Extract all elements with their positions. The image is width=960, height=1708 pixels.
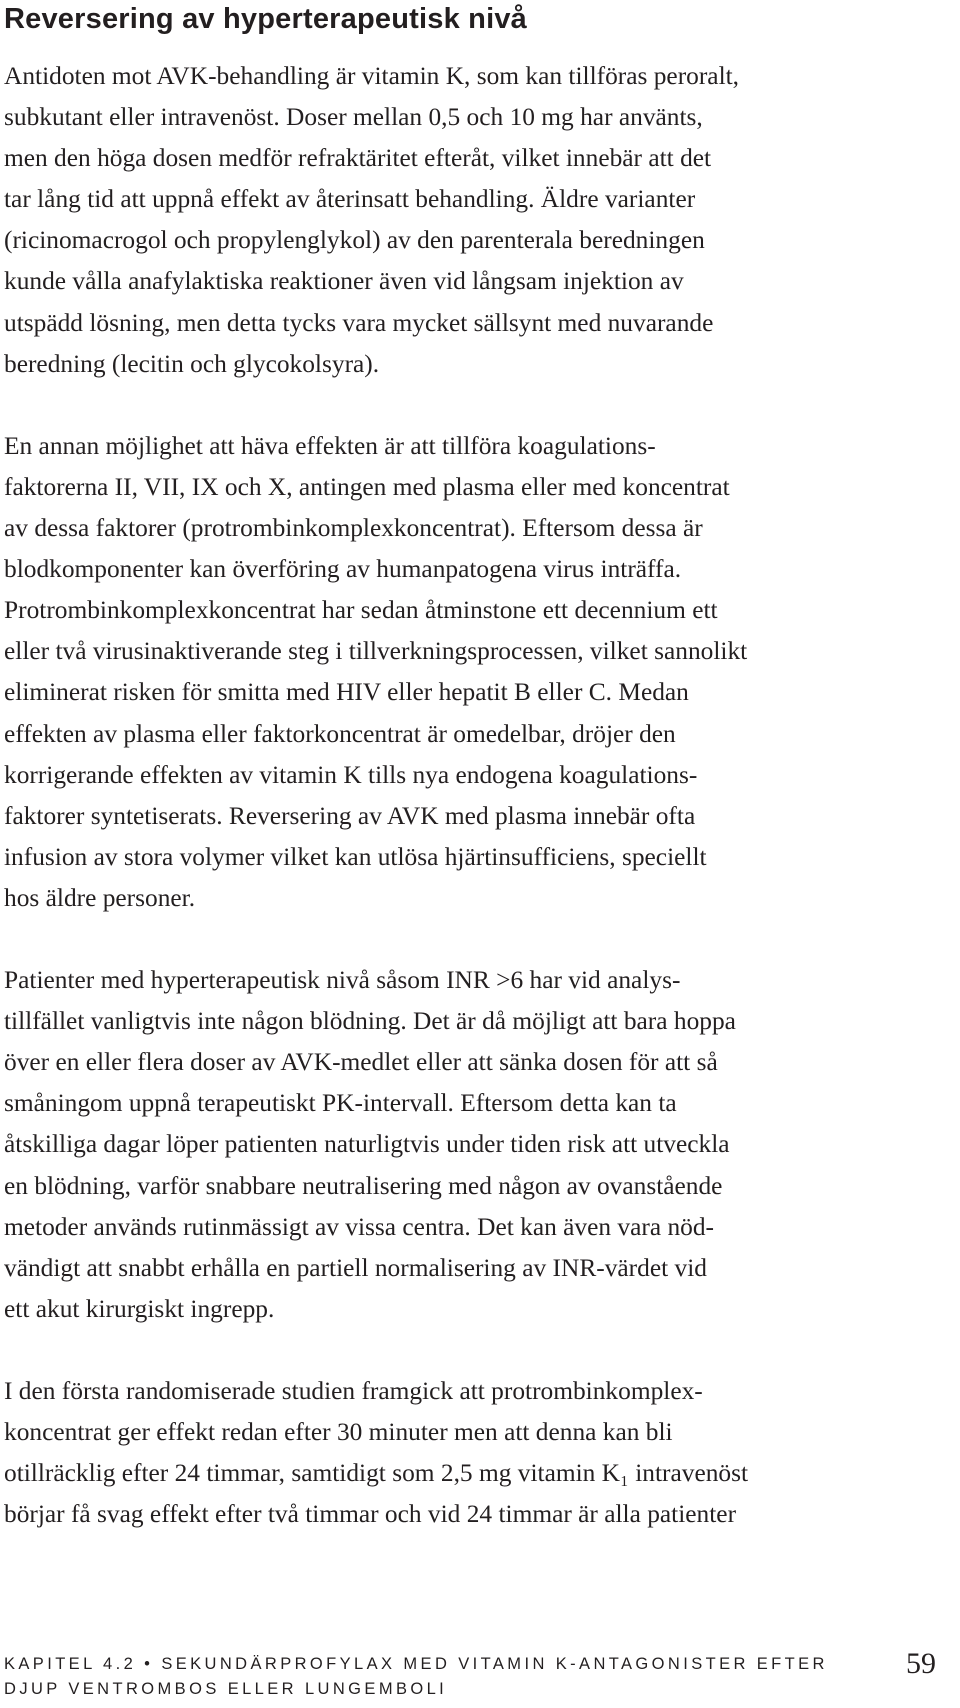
text-line: infusion av stora volymer vilket kan utlösa hjärtinsufficiens, speciellt xyxy=(4,842,707,871)
body-text xyxy=(4,56,956,1576)
text-line: utspädd lösning, men detta tycks vara mycket sällsynt med nuvarande xyxy=(4,308,714,337)
text-line: subkutant eller intravenöst. Doser mellan 0,5 och 10 mg har använts, xyxy=(4,103,703,132)
paragraph-2 xyxy=(4,426,956,919)
text-line: beredning (lecitin och glycokolsyra). xyxy=(4,349,380,378)
paragraph-3 xyxy=(4,960,956,1330)
text-line: En annan möjlighet att häva effekten är att tillföra koagulations- xyxy=(4,431,656,460)
footer-line-1: KAPITEL 4.2 • SEKUNDÄRPROFYLAX MED VITAMIN K-ANTAGONISTER EFTER xyxy=(4,1655,828,1673)
paragraph-4 xyxy=(4,1371,956,1535)
text-line: vändigt att snabbt erhålla en partiell normalisering av INR-värdet vid xyxy=(4,1253,707,1282)
text-line: metoder används rutinmässigt av vissa centra. Det kan även vara nöd- xyxy=(4,1212,714,1241)
text-line: tillfället vanligtvis inte någon blödning. Det är då möjligt att bara hoppa xyxy=(4,1007,736,1036)
text-line: åtskilliga dagar löper patienten naturligtvis under tiden risk att utveckla xyxy=(4,1130,730,1159)
text-line: men den höga dosen medför refraktäritet efteråt, vilket innebär att det xyxy=(4,144,712,173)
text-line: (ricinomacrogol och propylenglykol) av den parenterala beredningen xyxy=(4,226,705,255)
text-line: korrigerande effekten av vitamin K tills nya endogena koagulations- xyxy=(4,760,698,789)
text-line: faktorer syntetiserats. Reversering av AVK med plasma innebär ofta xyxy=(4,801,696,830)
text-line: otillräcklig efter 24 timmar, samtidigt som 2,5 mg vitamin K₁ intravenöst xyxy=(4,1459,749,1488)
text-line: I den första randomiserade studien framgick att protrombinkomplex- xyxy=(4,1377,703,1405)
footer-line-2: DJUP VENTROMBOS ELLER LUNGEMBOLI xyxy=(4,1680,448,1698)
text-line: en blödning, varför snabbare neutralisering med någon av ovanstående xyxy=(4,1171,723,1200)
running-footer xyxy=(4,1652,828,1702)
text-line: hos äldre personer. xyxy=(4,883,196,912)
section-heading: Reversering av hyperterapeutisk nivå xyxy=(4,3,527,35)
text-line: blodkomponenter kan överföring av humanpatogena virus inträffa. xyxy=(4,555,682,584)
text-line: börjar få svag effekt efter två timmar och vid 24 timmar är alla patienter xyxy=(4,1500,737,1529)
text-line: koncentrat ger effekt redan efter 30 minuter men att denna kan bli xyxy=(4,1418,673,1447)
text-line: effekten av plasma eller faktorkoncentrat är omedelbar, dröjer den xyxy=(4,719,676,748)
text-line: eller två virusinaktiverande steg i tillverkningsprocessen, vilket sannolikt xyxy=(4,637,748,666)
text-line: Patienter med hyperterapeutisk nivå såsom INR >6 har vid analys- xyxy=(4,966,681,995)
text-line: Antidoten mot AVK-behandling är vitamin K, som kan tillföras peroralt, xyxy=(4,62,740,90)
text-line: Protrombinkomplexkoncentrat har sedan åtminstone ett decennium ett xyxy=(4,596,718,625)
text-line: tar lång tid att uppnå effekt av återinsatt behandling. Äldre varianter xyxy=(4,185,696,214)
page-number: 59 xyxy=(906,1647,936,1680)
text-line: småningom uppnå terapeutiskt PK-intervall. Eftersom detta kan ta xyxy=(4,1089,677,1118)
text-line: ett akut kirurgiskt ingrepp. xyxy=(4,1294,275,1323)
text-line: eliminerat risken för smitta med HIV eller hepatit B eller C. Medan xyxy=(4,678,689,707)
text-line: faktorerna II, VII, IX och X, antingen med plasma eller med koncentrat xyxy=(4,472,730,501)
text-line: av dessa faktorer (protrombinkomplexkoncentrat). Eftersom dessa är xyxy=(4,514,703,543)
text-line: över en eller flera doser av AVK-medlet eller att sänka dosen för att så xyxy=(4,1048,718,1077)
paragraph-1 xyxy=(4,56,956,385)
text-line: kunde vålla anafylaktiska reaktioner även vid långsam injektion av xyxy=(4,267,684,296)
